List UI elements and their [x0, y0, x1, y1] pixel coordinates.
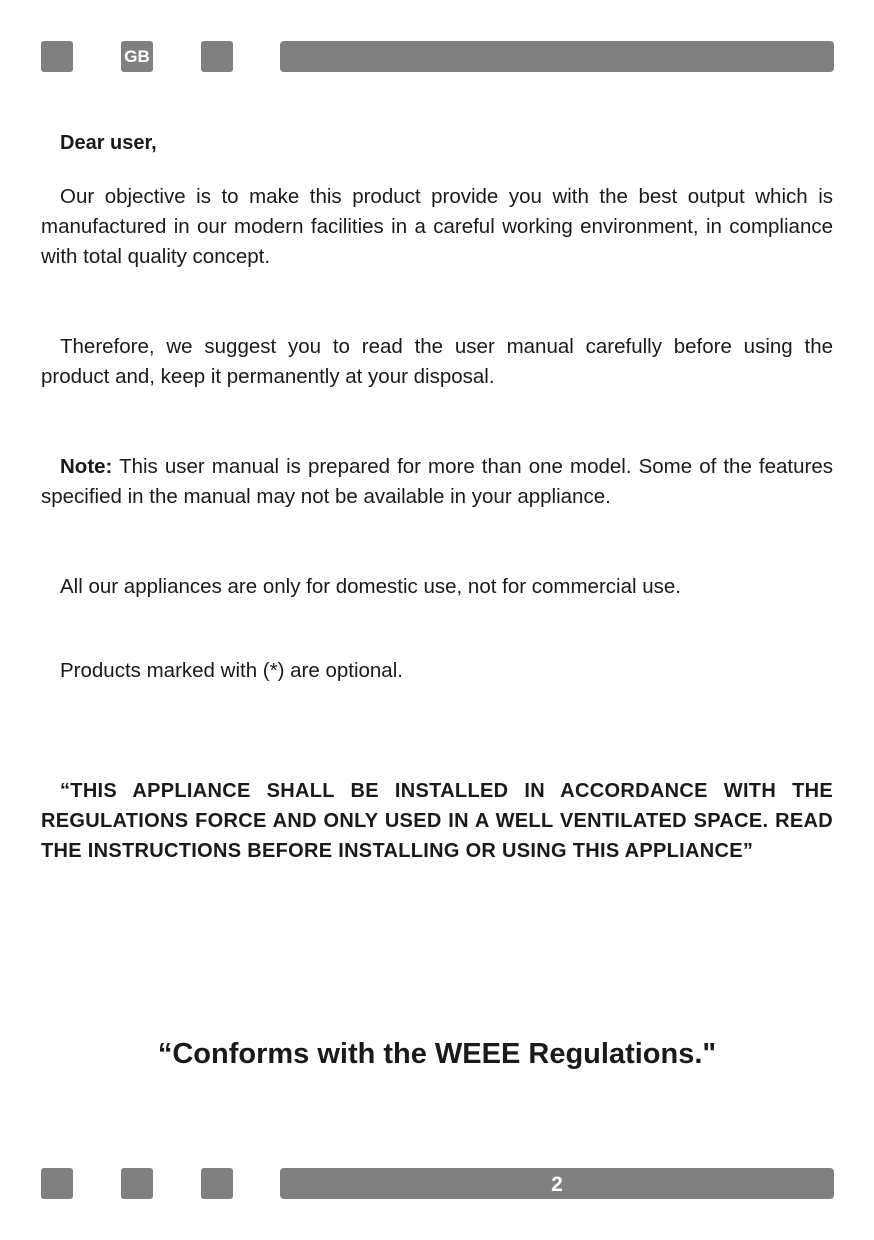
- paragraph-objective: Our objective is to make this product provide you with the best output which is manufactured in our modern facilities in a careful working environment, in compliance with total quality concept.: [41, 185, 833, 268]
- language-badge: GB: [121, 41, 153, 72]
- header-square-1: [41, 41, 73, 72]
- paragraph-suggestion: Therefore, we suggest you to read the user manual carefully before using the product and, keep it permanently at your disposal.: [41, 335, 833, 388]
- header-square-3: [201, 41, 233, 72]
- greeting: Dear user,: [60, 132, 157, 154]
- paragraph-note: [41, 452, 833, 512]
- note-text: This user manual is prepared for more than one model. Some of the features specified in the manual may not be available in your appliance.: [41, 455, 833, 508]
- footer-square-1: [41, 1168, 73, 1199]
- page-number: 2: [280, 1168, 834, 1199]
- installation-warning: “THIS APPLIANCE SHALL BE INSTALLED IN ACCORDANCE WITH THE REGULATIONS FORCE AND ONLY USED IN A WELL VENTILATED SPACE. READ THE INSTRUCTIONS BEFORE INSTALLING OR USING THIS APPLIANCE”: [41, 780, 833, 862]
- header-bar: [280, 41, 834, 72]
- weee-statement: “Conforms with the WEEE Regulations.": [157, 1038, 717, 1070]
- paragraph-optional: Products marked with (*) are optional.: [60, 659, 403, 682]
- footer-square-3: [201, 1168, 233, 1199]
- footer-square-2: [121, 1168, 153, 1199]
- paragraph-domestic: All our appliances are only for domestic use, not for commercial use.: [60, 575, 681, 598]
- note-label: Note:: [60, 455, 113, 478]
